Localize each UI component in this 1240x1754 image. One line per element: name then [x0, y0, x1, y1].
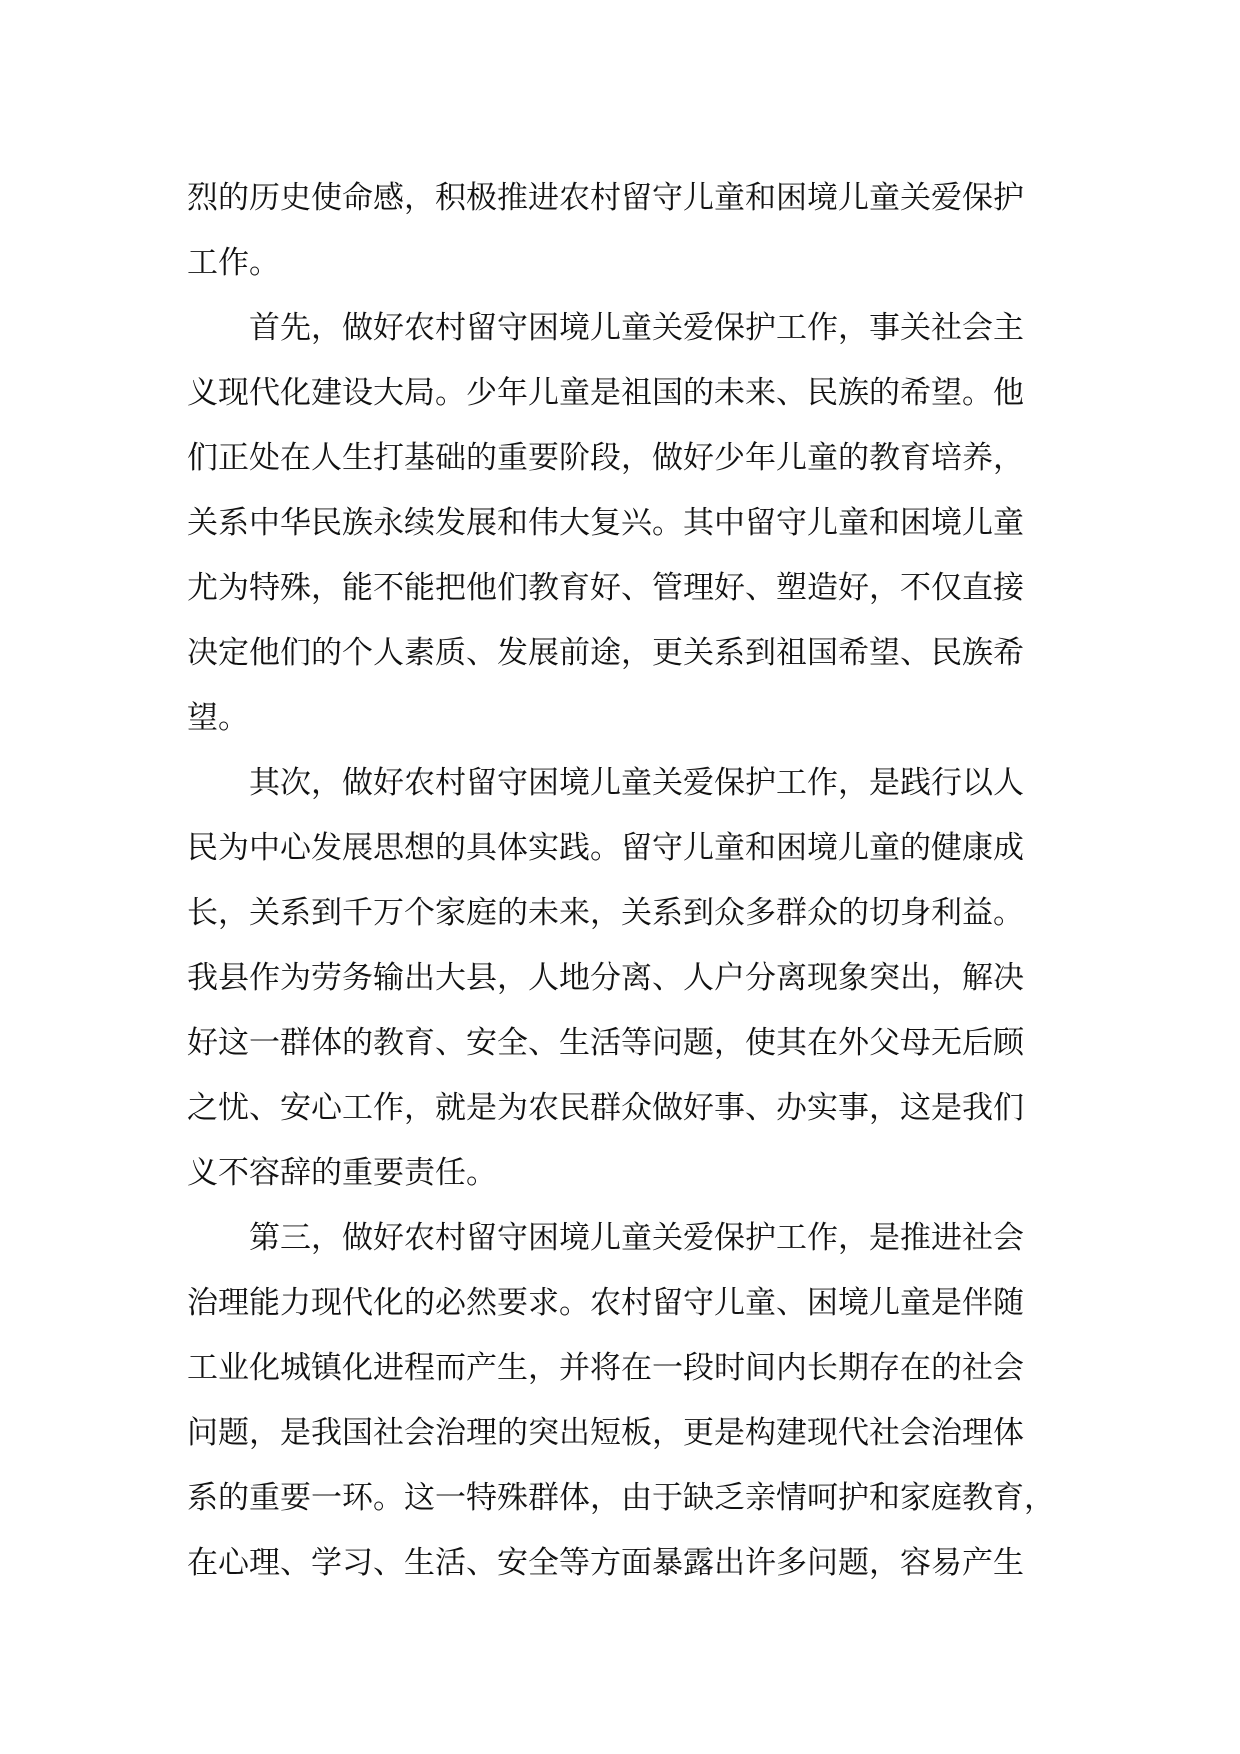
paragraph-start-line: 第三，做好农村留守困境儿童关爱保护工作，是推进社会	[249, 1220, 1024, 1256]
text-line: 问题，是我国社会治理的突出短板，更是构建现代社会治理体	[187, 1415, 1024, 1451]
text-line: 好这一群体的教育、安全、生活等问题，使其在外父母无后顾	[187, 1025, 1024, 1061]
text-line: 义现代化建设大局。少年儿童是祖国的未来、民族的希望。他	[187, 375, 1024, 411]
text-line: 义不容辞的重要责任。	[187, 1155, 497, 1191]
text-line: 烈的历史使命感，积极推进农村留守儿童和困境儿童关爱保护	[187, 180, 1024, 216]
text-line: 尤为特殊，能不能把他们教育好、管理好、塑造好，不仅直接	[187, 570, 1024, 606]
paragraph-start-line: 首先，做好农村留守困境儿童关爱保护工作，事关社会主	[249, 310, 1024, 346]
text-line: 我县作为劳务输出大县，人地分离、人户分离现象突出，解决	[187, 960, 1024, 996]
text-line: 长，关系到千万个家庭的未来，关系到众多群众的切身利益。	[187, 895, 1024, 931]
text-line: 系的重要一环。这一特殊群体，由于缺乏亲情呵护和家庭教育，	[187, 1480, 1055, 1516]
paragraph-start-line: 其次，做好农村留守困境儿童关爱保护工作，是践行以人	[249, 765, 1024, 801]
text-line: 之忧、安心工作，就是为农民群众做好事、办实事，这是我们	[187, 1090, 1024, 1126]
text-line: 们正处在人生打基础的重要阶段，做好少年儿童的教育培养，	[187, 440, 1024, 476]
text-line: 决定他们的个人素质、发展前途，更关系到祖国希望、民族希	[187, 635, 1024, 671]
text-line: 望。	[187, 700, 249, 736]
text-line: 治理能力现代化的必然要求。农村留守儿童、困境儿童是伴随	[187, 1285, 1024, 1321]
document-body	[187, 166, 1057, 1596]
text-line: 民为中心发展思想的具体实践。留守儿童和困境儿童的健康成	[187, 830, 1024, 866]
text-line: 工业化城镇化进程而产生，并将在一段时间内长期存在的社会	[187, 1350, 1024, 1386]
text-line: 在心理、学习、生活、安全等方面暴露出许多问题，容易产生	[187, 1545, 1024, 1581]
text-line: 工作。	[187, 245, 280, 281]
text-line: 关系中华民族永续发展和伟大复兴。其中留守儿童和困境儿童	[187, 505, 1024, 541]
